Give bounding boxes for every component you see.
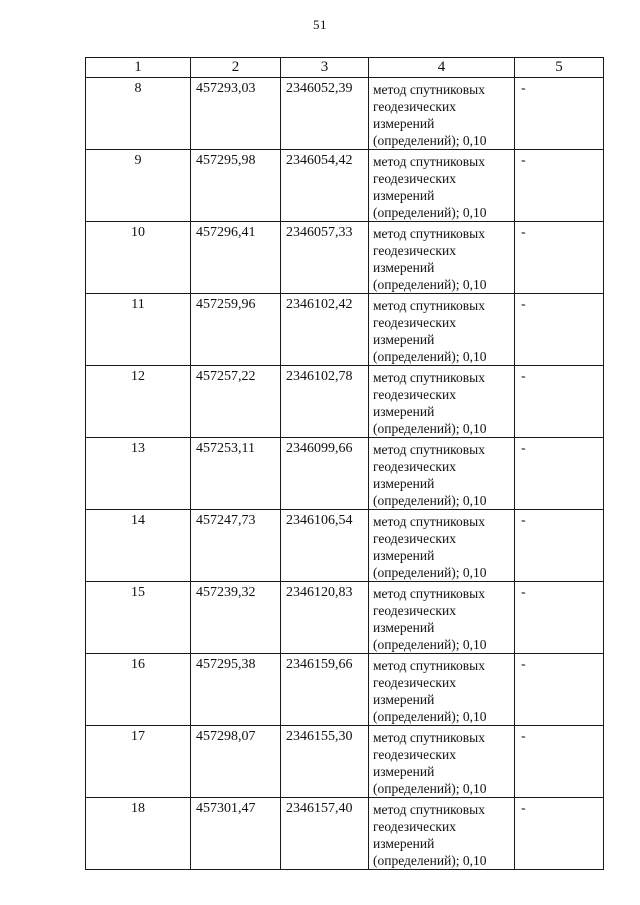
point-number-cell: 8 — [86, 78, 191, 150]
x-coordinate-cell: 457247,73 — [191, 510, 281, 582]
point-number-cell: 18 — [86, 798, 191, 870]
method-line: (определений); 0,10 — [373, 205, 487, 220]
method-line: измерений — [373, 548, 435, 563]
method-line: метод спутниковых — [373, 658, 485, 673]
method-line: измерений — [373, 188, 435, 203]
method-cell — [369, 726, 515, 798]
method-line: (определений); 0,10 — [373, 637, 487, 652]
point-number-cell: 10 — [86, 222, 191, 294]
method-line: метод спутниковых — [373, 154, 485, 169]
table-header — [86, 58, 604, 78]
x-coordinate-cell: 457295,38 — [191, 654, 281, 726]
x-coordinate-cell: 457295,98 — [191, 150, 281, 222]
method-line: метод спутниковых — [373, 370, 485, 385]
method-cell — [369, 150, 515, 222]
header-row — [86, 58, 604, 78]
header-col-5: 5 — [515, 58, 604, 78]
table-row — [86, 366, 604, 438]
method-line: метод спутниковых — [373, 442, 485, 457]
method-cell — [369, 222, 515, 294]
method-line: (определений); 0,10 — [373, 781, 487, 796]
method-cell — [369, 366, 515, 438]
note-cell: - — [515, 366, 604, 438]
method-line: измерений — [373, 836, 435, 851]
note-cell: - — [515, 222, 604, 294]
method-cell — [369, 294, 515, 366]
point-number-cell: 12 — [86, 366, 191, 438]
method-line: (определений); 0,10 — [373, 349, 487, 364]
table-row — [86, 294, 604, 366]
x-coordinate-cell: 457253,11 — [191, 438, 281, 510]
note-cell: - — [515, 438, 604, 510]
method-line: геодезических — [373, 531, 456, 546]
y-coordinate-cell: 2346120,83 — [281, 582, 369, 654]
table-row — [86, 78, 604, 150]
method-line: (определений); 0,10 — [373, 709, 487, 724]
x-coordinate-cell: 457298,07 — [191, 726, 281, 798]
y-coordinate-cell: 2346057,33 — [281, 222, 369, 294]
method-line: геодезических — [373, 747, 456, 762]
point-number-cell: 14 — [86, 510, 191, 582]
y-coordinate-cell: 2346159,66 — [281, 654, 369, 726]
method-line: измерений — [373, 116, 435, 131]
note-cell: - — [515, 582, 604, 654]
method-line: геодезических — [373, 315, 456, 330]
method-line: геодезических — [373, 459, 456, 474]
table-body — [86, 78, 604, 870]
method-cell — [369, 510, 515, 582]
method-cell — [369, 78, 515, 150]
method-line: геодезических — [373, 387, 456, 402]
x-coordinate-cell: 457296,41 — [191, 222, 281, 294]
table-row — [86, 726, 604, 798]
method-line: (определений); 0,10 — [373, 277, 487, 292]
method-line: измерений — [373, 620, 435, 635]
method-line: метод спутниковых — [373, 730, 485, 745]
method-line: метод спутниковых — [373, 514, 485, 529]
table-row — [86, 222, 604, 294]
note-cell: - — [515, 78, 604, 150]
method-line: метод спутниковых — [373, 82, 485, 97]
header-col-2: 2 — [191, 58, 281, 78]
header-col-4: 4 — [369, 58, 515, 78]
method-line: измерений — [373, 332, 435, 347]
table-row — [86, 582, 604, 654]
header-col-3: 3 — [281, 58, 369, 78]
method-line: измерений — [373, 260, 435, 275]
method-line: измерений — [373, 404, 435, 419]
method-cell — [369, 654, 515, 726]
note-cell: - — [515, 510, 604, 582]
point-number-cell: 17 — [86, 726, 191, 798]
method-line: измерений — [373, 476, 435, 491]
method-line: геодезических — [373, 171, 456, 186]
table-row — [86, 654, 604, 726]
page-number: 51 — [313, 17, 327, 32]
note-cell: - — [515, 654, 604, 726]
table-row — [86, 150, 604, 222]
coordinates-table — [85, 57, 604, 870]
method-line: метод спутниковых — [373, 586, 485, 601]
method-line: геодезических — [373, 99, 456, 114]
method-line: метод спутниковых — [373, 298, 485, 313]
y-coordinate-cell: 2346106,54 — [281, 510, 369, 582]
method-line: (определений); 0,10 — [373, 493, 487, 508]
method-cell — [369, 582, 515, 654]
method-line: измерений — [373, 692, 435, 707]
method-cell — [369, 798, 515, 870]
method-line: измерений — [373, 764, 435, 779]
x-coordinate-cell: 457293,03 — [191, 78, 281, 150]
note-cell: - — [515, 726, 604, 798]
y-coordinate-cell: 2346102,78 — [281, 366, 369, 438]
x-coordinate-cell: 457301,47 — [191, 798, 281, 870]
point-number-cell: 13 — [86, 438, 191, 510]
table-row — [86, 798, 604, 870]
method-line: геодезических — [373, 243, 456, 258]
point-number-cell: 9 — [86, 150, 191, 222]
table-row — [86, 510, 604, 582]
method-line: (определений); 0,10 — [373, 853, 487, 868]
method-line: метод спутниковых — [373, 802, 485, 817]
header-col-1: 1 — [86, 58, 191, 78]
y-coordinate-cell: 2346157,40 — [281, 798, 369, 870]
y-coordinate-cell: 2346102,42 — [281, 294, 369, 366]
x-coordinate-cell: 457259,96 — [191, 294, 281, 366]
point-number-cell: 16 — [86, 654, 191, 726]
y-coordinate-cell: 2346052,39 — [281, 78, 369, 150]
x-coordinate-cell: 457239,32 — [191, 582, 281, 654]
method-line: (определений); 0,10 — [373, 565, 487, 580]
table-row — [86, 438, 604, 510]
point-number-cell: 11 — [86, 294, 191, 366]
x-coordinate-cell: 457257,22 — [191, 366, 281, 438]
note-cell: - — [515, 150, 604, 222]
method-line: (определений); 0,10 — [373, 421, 487, 436]
point-number-cell: 15 — [86, 582, 191, 654]
method-line: геодезических — [373, 675, 456, 690]
y-coordinate-cell: 2346099,66 — [281, 438, 369, 510]
method-line: геодезических — [373, 603, 456, 618]
method-line: метод спутниковых — [373, 226, 485, 241]
method-line: геодезических — [373, 819, 456, 834]
method-line: (определений); 0,10 — [373, 133, 487, 148]
y-coordinate-cell: 2346054,42 — [281, 150, 369, 222]
note-cell: - — [515, 798, 604, 870]
y-coordinate-cell: 2346155,30 — [281, 726, 369, 798]
method-cell — [369, 438, 515, 510]
note-cell: - — [515, 294, 604, 366]
